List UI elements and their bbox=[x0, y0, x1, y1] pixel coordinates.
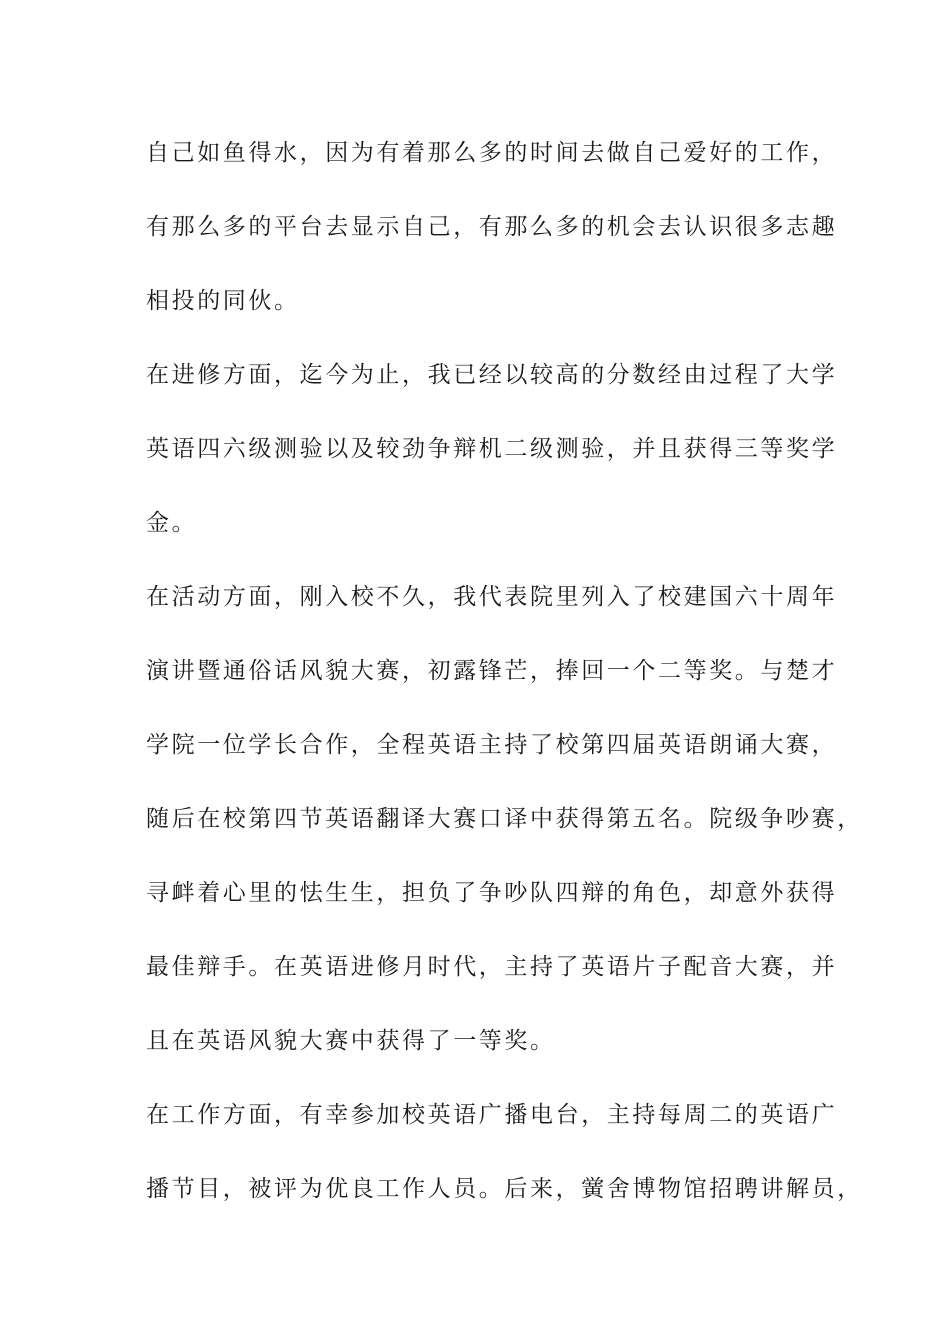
text-line-15: 播节目，被评为优良工作人员。后来，黉舍博物馆招聘讲解员， bbox=[146, 1176, 863, 1202]
text-line-14: 在工作方面，有幸参加校英语广播电台，主持每周二的英语广 bbox=[146, 1102, 838, 1128]
text-line-5: 英语四六级测验以及较劲争辩机二级测验，并且获得三等奖学 bbox=[146, 436, 838, 462]
text-line-13: 且在英语风貌大赛中获得了一等奖。 bbox=[146, 1028, 556, 1054]
text-line-2: 有那么多的平台去显示自己，有那么多的机会去认识很多志趣 bbox=[146, 214, 838, 240]
text-line-12: 最佳辩手。在英语进修月时代，主持了英语片子配音大赛，并 bbox=[146, 954, 838, 980]
text-line-7: 在活动方面，刚入校不久，我代表院里列入了校建国六十周年 bbox=[146, 584, 838, 610]
text-line-9: 学院一位学长合作，全程英语主持了校第四届英语朗诵大赛， bbox=[146, 732, 838, 758]
text-line-8: 演讲暨通俗话风貌大赛，初露锋芒，捧回一个二等奖。与楚才 bbox=[146, 658, 838, 684]
text-line-4: 在进修方面，迄今为止，我已经以较高的分数经由过程了大学 bbox=[146, 362, 838, 388]
text-line-1: 自己如鱼得水，因为有着那么多的时间去做自己爱好的工作， bbox=[146, 140, 838, 166]
text-line-3: 相投的同伙。 bbox=[146, 288, 300, 314]
text-line-11: 寻衅着心里的怯生生，担负了争吵队四辩的角色，却意外获得 bbox=[146, 880, 838, 906]
text-line-10: 随后在校第四节英语翻译大赛口译中获得第五名。院级争吵赛， bbox=[146, 806, 863, 832]
text-line-6: 金。 bbox=[146, 510, 198, 536]
